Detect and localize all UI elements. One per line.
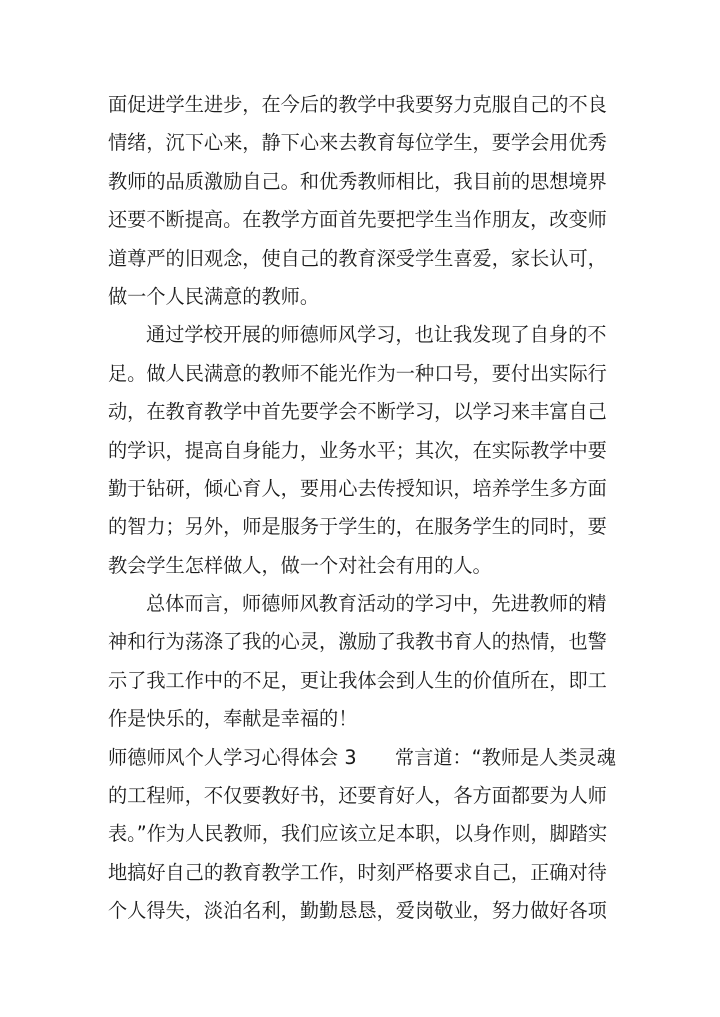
text-line: 的工程师，不仅要教好书，还要育好人，各方面都要为人师 <box>108 784 607 808</box>
paragraph-start-line: 总体而言，师德师风教育活动的学习中，先进教师的精 <box>146 592 607 616</box>
text-line: 足。做人民满意的教师不能光作为一种口号，要付出实际行 <box>108 361 607 385</box>
text-line: 情绪，沉下心来，静下心来去教育每位学生，要学会用优秀 <box>108 131 607 155</box>
section-heading-line: 师德师风个人学习心得体会 3 常言道：“教师是人类灵魂 <box>108 745 616 769</box>
text-line: 面促进学生进步，在今后的教学中我要努力克服自己的不良 <box>108 93 607 116</box>
document-body <box>108 86 616 931</box>
text-line: 教会学生怎样做人，做一个对社会有用的人。 <box>108 553 492 577</box>
text-line: 神和行为荡涤了我的心灵，激励了我教书育人的热情，也警 <box>108 630 607 654</box>
text-line: 做一个人民满意的教师。 <box>108 284 320 308</box>
text-line: 地搞好自己的教育教学工作，时刻严格要求自己，正确对待 <box>108 860 607 884</box>
text-line: 作是快乐的，奉献是幸福的！ <box>108 707 358 731</box>
text-line: 的学识，提高自身能力，业务水平；其次，在实际教学中要 <box>108 438 607 462</box>
text-line: 勤于钻研，倾心育人，要用心去传授知识，培养学生多方面 <box>108 476 607 500</box>
text-line: 道尊严的旧观念，使自己的教育深受学生喜爱，家长认可， <box>108 246 607 270</box>
text-line: 教师的品质激励自己。和优秀教师相比，我目前的思想境界 <box>108 169 607 193</box>
text-line: 还要不断提高。在教学方面首先要把学生当作朋友，改变师 <box>108 208 607 232</box>
text-line: 表。”作为人民教师，我们应该立足本职，以身作则，脚踏实 <box>108 822 608 846</box>
text-line: 个人得失，淡泊名利，勤勤恳恳，爱岗敬业，努力做好各项 <box>108 899 607 923</box>
text-line: 示了我工作中的不足，更让我体会到人生的价值所在，即工 <box>108 668 607 692</box>
paragraph-start-line: 通过学校开展的师德师风学习，也让我发现了自身的不 <box>146 323 607 347</box>
text-line: 动，在教育教学中首先要学会不断学习，以学习来丰富自己 <box>108 400 607 424</box>
text-line: 的智力；另外，师是服务于学生的，在服务学生的同时，要 <box>108 515 607 539</box>
